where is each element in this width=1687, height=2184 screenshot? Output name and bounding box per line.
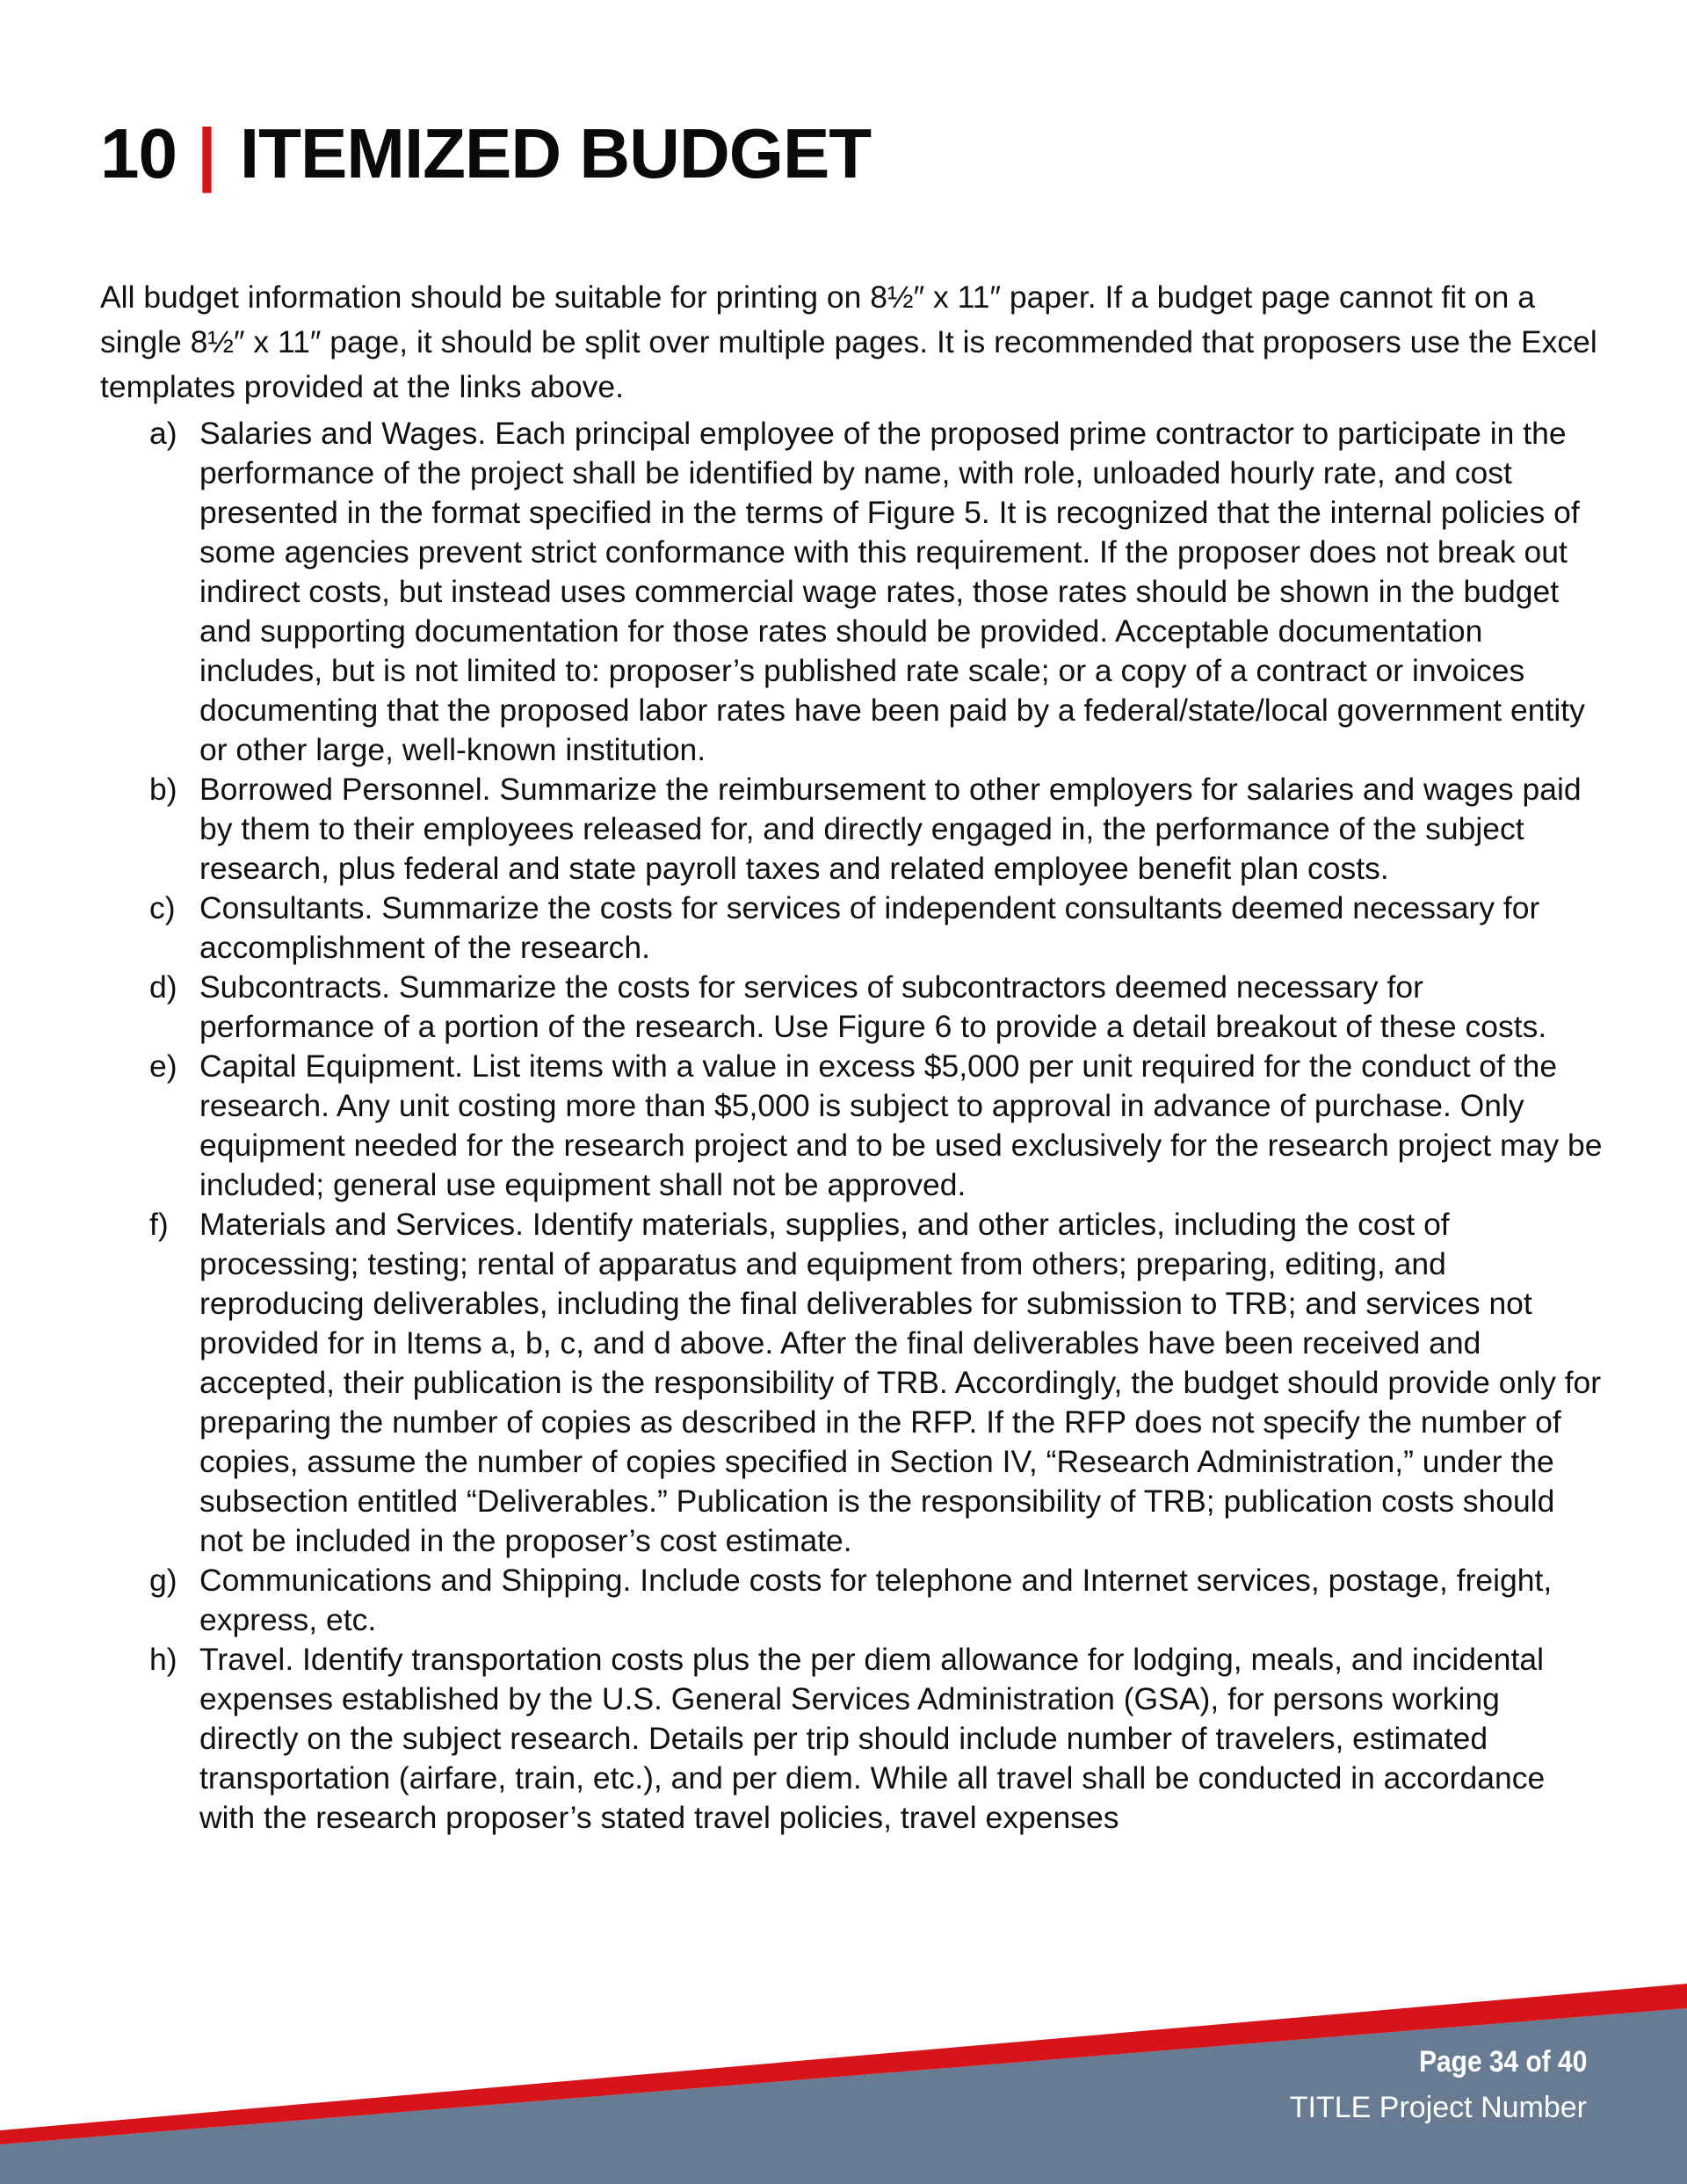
list-item xyxy=(100,1205,1604,1561)
list-item-text: Travel. Identify transportation costs plus the per diem allowance for lodging, meals, and incidental expenses established by the U.S. General Services Administration (GSA), for persons working directly on the subject research. Details per trip should include number of travelers, estimated transportation (airfare, train, etc.), and per diem. While all travel shall be conducted in accordance with the research proposer’s stated travel policies, travel expenses xyxy=(199,1642,1546,1835)
document-title-footer: TITLE Project Number xyxy=(1289,2091,1587,2124)
list-marker: e) xyxy=(149,1048,177,1084)
list-marker: f) xyxy=(149,1207,169,1242)
list-marker: d) xyxy=(149,969,177,1005)
list-item xyxy=(100,1047,1604,1205)
list-item-text: Salaries and Wages. Each principal employee of the proposed prime contractor to participate in the performance of the project shall be identified by name, with role, unloaded hourly rate, and cost presented in the format specified in the terms of Figure 5. It is recognized that the internal policies of some agencies prevent strict conformance with this requirement. If the proposer does not break out indirect costs, but instead uses commercial wage rates, those rates should be shown in the budget and supporting documentation for those rates should be provided. Acceptable documentation includes, but is not limited to: proposer’s published rate scale; or a copy of a contract or invoices documenting that the proposed labor rates have been paid by a federal/state/local government entity or other large, well-known institution. xyxy=(199,416,1585,767)
list-marker: g) xyxy=(149,1563,177,1598)
list-item-text: Capital Equipment. List items with a value in excess $5,000 per unit required for the conduct of the research. Any unit costing more than $5,000 is subject to approval in advance of purchase. Only equipment needed for the research project and to be used exclusively for the research project may be included; general use equipment shall not be approved. xyxy=(199,1048,1603,1202)
list-item xyxy=(100,889,1604,968)
list-item-text: Communications and Shipping. Include costs for telephone and Internet services, postage, freight, express, etc. xyxy=(199,1563,1553,1637)
list-item-text: Borrowed Personnel. Summarize the reimbursement to other employers for salaries and wages paid by them to their employees released for, and directly engaged in, the performance of the subject research, plus federal and state payroll taxes and related employee benefit plan costs. xyxy=(199,772,1582,886)
footer-band-graphic xyxy=(0,1977,1687,2184)
list-marker: b) xyxy=(149,772,177,807)
list-item-text: Consultants. Summarize the costs for services of independent consultants deemed necessary for accomplishment of the research. xyxy=(199,890,1540,965)
list-marker: h) xyxy=(149,1642,177,1677)
list-item xyxy=(100,1561,1604,1640)
page-heading xyxy=(100,112,871,195)
section-title: ITEMIZED BUDGET xyxy=(239,114,872,192)
list-item xyxy=(100,968,1604,1047)
section-number: 10 xyxy=(100,114,177,192)
page-footer xyxy=(0,1977,1687,2184)
heading-separator: | xyxy=(197,114,216,192)
list-item xyxy=(100,770,1604,889)
list-item xyxy=(100,414,1604,770)
intro-paragraph: All budget information should be suitable for printing on 8½″ x 11″ paper. If a budget page cannot fit on a single 8½″ x 11″ page, it should be split over multiple pages. It is recommended that proposers use the Excel templates provided at the links above. xyxy=(100,279,1597,404)
page-number: Page 34 of 40 xyxy=(1418,2045,1587,2079)
list-item xyxy=(100,1640,1604,1838)
list-item-text: Materials and Services. Identify materials, supplies, and other articles, including the cost of processing; testing; rental of apparatus and equipment from others; preparing, editing, and reproducing deliverables, including the final deliverables for submission to TRB; and services not provided for in Items a, b, c, and d above. After the final deliverables have been received and accepted, their publication is the responsibility of TRB. Accordingly, the budget should provide only for preparing the number of copies as described in the RFP. If the RFP does not specify the number of copies, assume the number of copies specified in Section IV, “Research Administration,” under the subsection entitled “Deliverables.” Publication is the responsibility of TRB; publication costs should not be included in the proposer’s cost estimate. xyxy=(199,1207,1602,1558)
list-item-text: Subcontracts. Summarize the costs for services of subcontractors deemed necessary for performance of a portion of the research. Use Figure 6 to provide a detail breakout of these costs. xyxy=(199,969,1547,1044)
list-marker: c) xyxy=(149,890,176,925)
list-marker: a) xyxy=(149,416,177,451)
budget-items-list xyxy=(100,414,1604,1838)
